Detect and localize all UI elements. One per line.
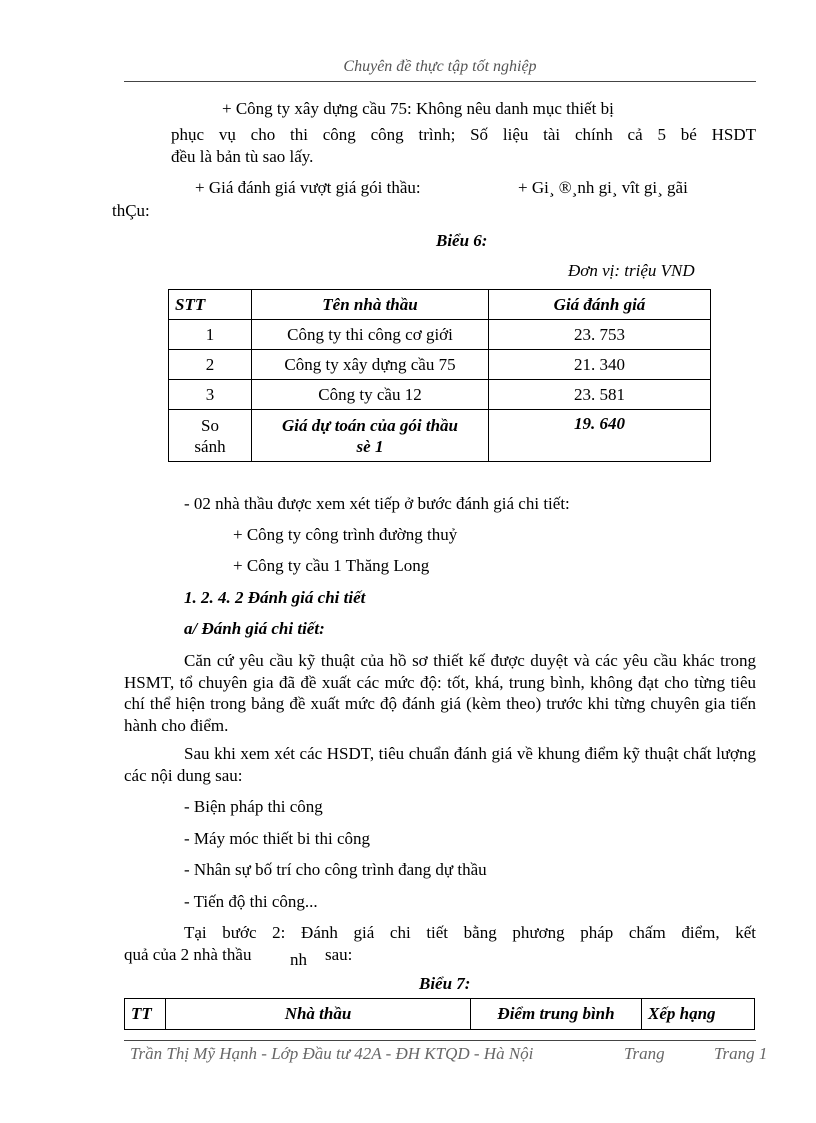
table6-compare-value: 19. 640	[489, 410, 711, 462]
para-sau-khi: Sau khi xem xét các HSDT, tiêu chuẩn đánh giá về khung điểm kỹ thuật chất lượng các nội dung sau:	[124, 744, 756, 785]
list-item-cty2: + Công ty cầu 1 Thăng Long	[233, 556, 430, 575]
table7-header-row	[125, 999, 755, 1030]
table6-compare-name	[252, 410, 489, 462]
table-row	[169, 350, 711, 380]
table6-cell: 21. 340	[489, 350, 711, 380]
bullet-bien-phap: - Biện pháp thi công	[184, 797, 323, 816]
table6-header-name: Tên nhà thầu	[252, 290, 489, 320]
compare-name-l2: sè 1	[356, 436, 384, 456]
para-cau75-line2: phục vụ cho thi công công trình; Số liệu tài chính cả 5 bé HSDT	[171, 125, 756, 144]
footer-rule	[124, 1040, 756, 1041]
para-cau75-line3: đều là bản tù sao lấy.	[171, 147, 314, 166]
para-vuot-gia-line2: thÇu:	[112, 201, 150, 220]
header-rule	[124, 81, 756, 82]
table7	[124, 998, 755, 1030]
table6-cell: 2	[169, 350, 252, 380]
table6-compare-label	[169, 410, 252, 462]
table6-header-stt: STT	[169, 290, 252, 320]
para-vuot-gia-b: + Gi¸ ®¸nh gi¸ vît gi¸ gãi	[518, 178, 688, 197]
table6-cell: Công ty xây dựng cầu 75	[252, 350, 489, 380]
para-tai-buoc-line2a: quả của 2 nhà thầu	[124, 945, 252, 964]
table6-cell: 3	[169, 380, 252, 410]
compare-label-l2: sánh	[194, 436, 226, 456]
footer-trang: Trang	[624, 1044, 665, 1063]
table6-caption: Biểu 6:	[436, 231, 488, 250]
table-row	[169, 380, 711, 410]
table-row	[169, 320, 711, 350]
table6-header-price: Giá đánh giá	[489, 290, 711, 320]
table6-cell: Công ty thi công cơ giới	[252, 320, 489, 350]
page-header-title: Chuyên đề thực tập tốt nghiệp	[343, 58, 537, 75]
table7-header-tt: TT	[125, 999, 166, 1030]
footer-author: Trần Thị Mỹ Hạnh - Lớp Đầu tư 42A - ĐH KTQD - Hà Nội	[130, 1044, 534, 1063]
table6-header-row	[169, 290, 711, 320]
compare-label-l1: So	[201, 415, 219, 435]
table6-cell: 23. 581	[489, 380, 711, 410]
heading-1242: 1. 2. 4. 2 Đánh giá chi tiết	[184, 588, 366, 607]
table7-header-nha-thau: Nhà thầu	[166, 999, 471, 1030]
table7-caption: Biểu 7:	[419, 974, 471, 993]
footer-trang-1: Trang 1	[714, 1044, 768, 1063]
bullet-nhan-su: - Nhân sự bố trí cho công trình đang dự thầu	[184, 860, 487, 879]
table7-header-diem: Điểm trung bình	[471, 999, 642, 1030]
list-item-cty1: + Công ty công trình đường thuỷ	[233, 525, 458, 544]
para-tai-buoc-line2b: sau:	[325, 945, 353, 964]
heading-a: a/ Đánh giá chi tiết:	[184, 619, 325, 638]
para-cau75-line1: + Công ty xây dựng cầu 75: Không nêu danh mục thiết bị	[222, 99, 614, 118]
table7-header-xep-hang: Xếp hạng	[642, 999, 755, 1030]
table6-cell: 1	[169, 320, 252, 350]
table6-cell: Công ty cầu 12	[252, 380, 489, 410]
para-tai-buoc-line1: Tại bước 2: Đánh giá chi tiết bằng phương pháp chấm điểm, kết	[184, 923, 756, 942]
para-tai-buoc-nh: nh	[290, 950, 307, 969]
table6-unit: Đơn vị: triệu VND	[568, 261, 695, 280]
table6	[168, 289, 711, 462]
para-vuot-gia-a: + Giá đánh giá vượt giá gói thầu:	[195, 178, 421, 197]
table6-cell: 23. 753	[489, 320, 711, 350]
bullet-may-moc: - Máy móc thiết bi thi công	[184, 829, 371, 848]
list-02-nha-thau: - 02 nhà thầu được xem xét tiếp ở bước đánh giá chi tiết:	[184, 494, 570, 513]
para-can-cu: Căn cứ yêu cầu kỹ thuật của hồ sơ thiết kế được duyệt và các yêu cầu khác trong HSMT, tổ chuyên gia đã đề xuất các mức độ: tốt, khá, trung bình, không đạt cho từng tiêu chí thể hiện trong bảng đề xuất mức độ đánh giá (kèm theo) trước khi từng chuyên gia tiến hành cho điểm.	[124, 651, 756, 735]
compare-name-l1: Giá dự toán của gói thầu	[282, 415, 458, 435]
table6-compare-row	[169, 410, 711, 462]
bullet-tien-do: - Tiến độ thi công...	[184, 892, 318, 911]
